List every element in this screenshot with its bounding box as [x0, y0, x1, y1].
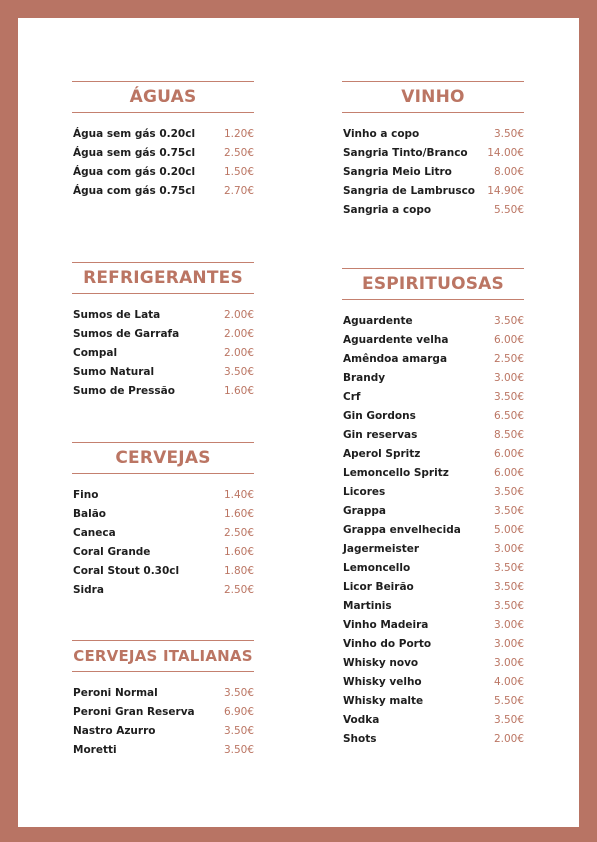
menu-item — [342, 201, 524, 220]
menu-item — [72, 382, 254, 401]
menu-item — [342, 464, 524, 483]
item-list — [72, 486, 254, 600]
menu-item — [342, 730, 524, 749]
item-name: Água sem gás 0.20cl — [73, 128, 196, 140]
item-price: 14.00€ — [487, 147, 524, 159]
item-name: Sangria Meio Litro — [343, 166, 452, 178]
item-name: Whisky velho — [343, 676, 422, 688]
item-name: Gin reservas — [343, 429, 418, 441]
item-name: Grappa envelhecida — [343, 524, 461, 536]
section-refrigerantes — [72, 262, 254, 401]
item-price: 1.60€ — [223, 385, 254, 397]
menu-item — [342, 445, 524, 464]
item-price: 1.40€ — [223, 489, 254, 501]
menu-item — [72, 163, 254, 182]
menu-item — [72, 581, 254, 600]
item-name: Balão — [73, 508, 106, 520]
section-cervejas-italianas — [72, 640, 254, 760]
item-name: Fino — [73, 489, 99, 501]
menu-item — [72, 486, 254, 505]
item-price: 2.50€ — [223, 147, 254, 159]
item-price: 5.50€ — [493, 695, 524, 707]
item-price: 3.00€ — [493, 619, 524, 631]
menu-item — [342, 144, 524, 163]
item-name: Sidra — [73, 584, 104, 596]
menu-item — [342, 125, 524, 144]
item-price: 2.50€ — [493, 353, 524, 365]
item-price: 8.50€ — [493, 429, 524, 441]
item-name: Licores — [343, 486, 386, 498]
item-name: Vinho a copo — [343, 128, 420, 140]
menu-item — [72, 325, 254, 344]
item-price: 1.80€ — [223, 565, 254, 577]
item-price: 6.50€ — [493, 410, 524, 422]
item-name: Aperol Spritz — [343, 448, 421, 460]
section-cervejas — [72, 442, 254, 600]
item-name: Aguardente velha — [343, 334, 449, 346]
item-price: 2.00€ — [223, 347, 254, 359]
menu-item — [342, 407, 524, 426]
item-name: Gin Gordons — [343, 410, 416, 422]
menu-item — [342, 369, 524, 388]
menu-item — [72, 722, 254, 741]
item-name: Compal — [73, 347, 118, 359]
menu-item — [342, 331, 524, 350]
item-name: Licor Beirão — [343, 581, 414, 593]
item-name: Vinho do Porto — [343, 638, 432, 650]
item-price: 6.00€ — [493, 334, 524, 346]
menu-item — [342, 635, 524, 654]
item-name: Lemoncello Spritz — [343, 467, 449, 479]
menu-item — [72, 363, 254, 382]
item-name: Vinho Madeira — [343, 619, 429, 631]
item-price: 3.50€ — [223, 687, 254, 699]
item-name: Whisky malte — [343, 695, 424, 707]
item-name: Amêndoa amarga — [343, 353, 448, 365]
menu-item — [342, 521, 524, 540]
item-price: 5.00€ — [493, 524, 524, 536]
item-price: 1.60€ — [223, 546, 254, 558]
item-price: 3.50€ — [493, 128, 524, 140]
section-vinho — [342, 81, 524, 220]
item-price: 3.00€ — [493, 543, 524, 555]
item-name: Sumos de Lata — [73, 309, 161, 321]
menu-item — [72, 182, 254, 201]
item-price: 3.50€ — [493, 600, 524, 612]
section-title: ESPIRITUOSAS — [342, 268, 524, 300]
item-list — [72, 306, 254, 401]
menu-item — [342, 616, 524, 635]
item-price: 6.00€ — [493, 448, 524, 460]
menu-item — [72, 505, 254, 524]
item-price: 3.50€ — [223, 744, 254, 756]
item-name: Sumo Natural — [73, 366, 155, 378]
item-name: Coral Grande — [73, 546, 151, 558]
item-price: 3.50€ — [493, 562, 524, 574]
menu-item — [342, 692, 524, 711]
item-name: Shots — [343, 733, 377, 745]
item-name: Lemoncello — [343, 562, 411, 574]
menu-item — [72, 344, 254, 363]
menu-item — [342, 673, 524, 692]
item-name: Nastro Azurro — [73, 725, 156, 737]
item-price: 1.50€ — [223, 166, 254, 178]
item-price: 5.50€ — [493, 204, 524, 216]
menu-page — [18, 18, 579, 827]
item-name: Brandy — [343, 372, 386, 384]
section-aguas — [72, 81, 254, 201]
menu-item — [342, 182, 524, 201]
item-price: 14.90€ — [487, 185, 524, 197]
menu-item — [342, 483, 524, 502]
item-price: 3.50€ — [223, 366, 254, 378]
item-price: 1.20€ — [223, 128, 254, 140]
item-price: 1.60€ — [223, 508, 254, 520]
menu-item — [72, 306, 254, 325]
menu-item — [342, 426, 524, 445]
item-price: 2.50€ — [223, 527, 254, 539]
item-price: 3.50€ — [493, 581, 524, 593]
item-name: Peroni Normal — [73, 687, 158, 699]
item-price: 3.50€ — [223, 725, 254, 737]
item-price: 3.50€ — [493, 486, 524, 498]
menu-item — [342, 388, 524, 407]
item-price: 3.00€ — [493, 372, 524, 384]
menu-item — [342, 559, 524, 578]
item-price: 3.00€ — [493, 638, 524, 650]
section-title: REFRIGERANTES — [72, 262, 254, 294]
item-name: Aguardente — [343, 315, 413, 327]
menu-item — [342, 163, 524, 182]
item-list — [72, 684, 254, 760]
menu-item — [72, 741, 254, 760]
menu-item — [72, 144, 254, 163]
item-name: Coral Stout 0.30cl — [73, 565, 180, 577]
menu-item — [342, 502, 524, 521]
item-name: Água sem gás 0.75cl — [73, 147, 196, 159]
item-name: Água com gás 0.20cl — [73, 166, 196, 178]
section-espirituosas — [342, 268, 524, 749]
item-price: 6.00€ — [493, 467, 524, 479]
item-list — [72, 125, 254, 201]
item-price: 6.90€ — [223, 706, 254, 718]
item-name: Sumos de Garrafa — [73, 328, 180, 340]
item-price: 2.70€ — [223, 185, 254, 197]
section-title: VINHO — [342, 81, 524, 113]
menu-item — [72, 524, 254, 543]
menu-item — [72, 125, 254, 144]
item-price: 3.50€ — [493, 714, 524, 726]
item-price: 3.50€ — [493, 505, 524, 517]
item-name: Caneca — [73, 527, 116, 539]
item-price: 2.00€ — [223, 309, 254, 321]
item-name: Sangria Tinto/Branco — [343, 147, 468, 159]
item-name: Água com gás 0.75cl — [73, 185, 196, 197]
item-name: Crf — [343, 391, 361, 403]
item-name: Vodka — [343, 714, 380, 726]
item-name: Whisky novo — [343, 657, 419, 669]
item-name: Grappa — [343, 505, 386, 517]
section-title: ÁGUAS — [72, 81, 254, 113]
item-price: 2.00€ — [223, 328, 254, 340]
item-name: Moretti — [73, 744, 117, 756]
item-price: 4.00€ — [493, 676, 524, 688]
item-name: Martinis — [343, 600, 392, 612]
item-name: Sangria a copo — [343, 204, 432, 216]
item-name: Sumo de Pressão — [73, 385, 175, 397]
section-title: CERVEJAS — [72, 442, 254, 474]
menu-item — [72, 543, 254, 562]
menu-item — [342, 350, 524, 369]
menu-item — [72, 703, 254, 722]
section-title: CERVEJAS ITALIANAS — [72, 640, 254, 672]
menu-item — [342, 312, 524, 331]
item-price: 2.50€ — [223, 584, 254, 596]
menu-item — [342, 597, 524, 616]
item-price: 3.50€ — [493, 315, 524, 327]
menu-item — [342, 540, 524, 559]
menu-item — [342, 578, 524, 597]
item-list — [342, 312, 524, 749]
item-name: Jagermeister — [343, 543, 420, 555]
menu-item — [342, 711, 524, 730]
menu-item — [72, 684, 254, 703]
item-price: 8.00€ — [493, 166, 524, 178]
menu-item — [342, 654, 524, 673]
item-name: Peroni Gran Reserva — [73, 706, 195, 718]
item-list — [342, 125, 524, 220]
item-price: 3.50€ — [493, 391, 524, 403]
item-price: 3.00€ — [493, 657, 524, 669]
item-price: 2.00€ — [493, 733, 524, 745]
menu-item — [72, 562, 254, 581]
item-name: Sangria de Lambrusco — [343, 185, 476, 197]
